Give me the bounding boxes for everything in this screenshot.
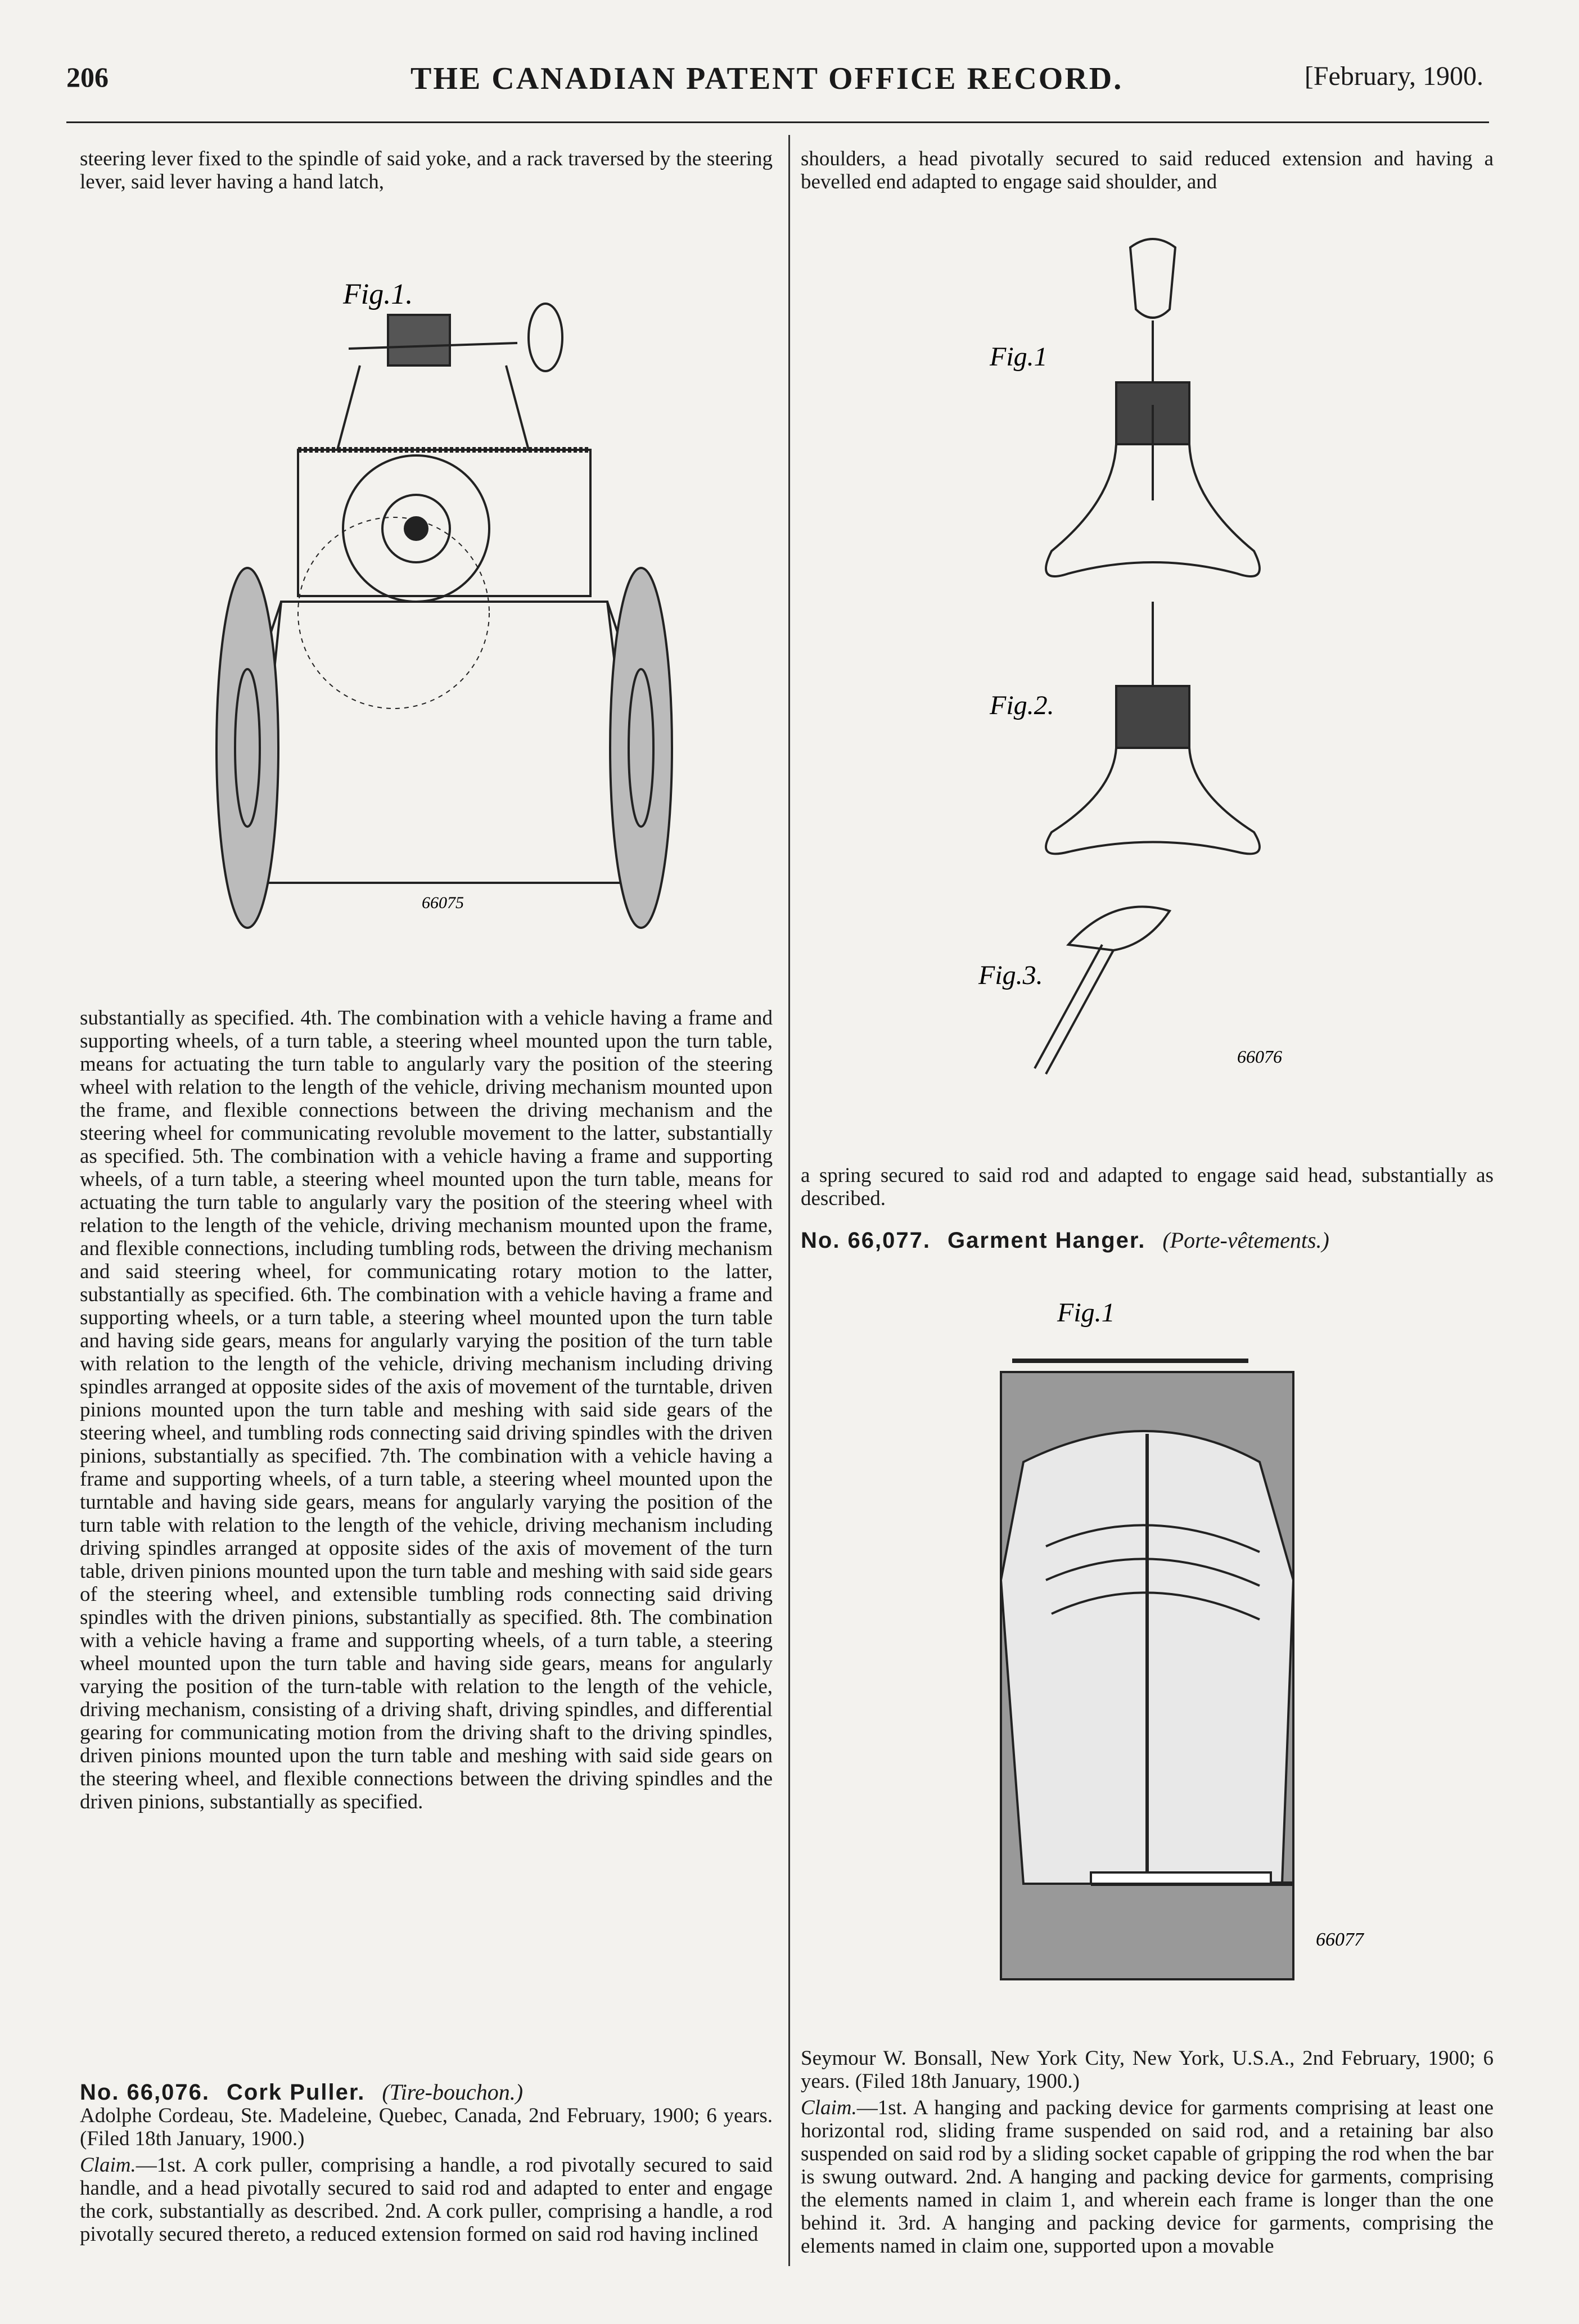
left-top-text-block	[80, 147, 773, 193]
vehicle-figure	[202, 264, 686, 962]
claim-text: —1st. A hanging and packing device for garments comprising at least one horizontal rod, sliding frame suspended on said rod, and a retaining bar also suspended on said rod by a sliding socket capable of gripping the rod when the bar is swung outward. 2nd. A hanging and packing device for garments, comprising the elements named in claim 1, and wherein each frame is longer than the one behind it. 3rd. A hanging and packing device for garments, comprising the elements named in claim one, supported upon a movable	[801, 2096, 1494, 2258]
cork-fig2-label: Fig.2.	[990, 691, 1054, 720]
claim-label: Claim.	[801, 2096, 857, 2119]
left-body-block	[80, 1007, 773, 1813]
entry-french-title: (Porte-vêtements.)	[1162, 1228, 1329, 1253]
entry-inventor: Adolphe Cordeau, Ste. Madeleine, Quebec, Canada, 2nd February, 1900; 6 years. (Filed 18th January, 1900.)	[80, 2104, 773, 2150]
entry-number: No. 66,077.	[801, 1228, 931, 1253]
page-header	[66, 61, 1483, 106]
right-mid-text-block	[801, 1164, 1494, 1210]
header-rule	[66, 121, 1489, 123]
claim-label: Claim.	[80, 2154, 136, 2177]
left-claims-text: substantially as specified. 4th. The combination with a vehicle having a frame and supporting wheels, of a turn table, a steering wheel mounted upon the turn table, means for actuating the turn table to angularly vary the position of the steering wheel with relation to the length of the vehicle, driving mechanism mounted upon the frame, and flexible connections between the driving mechanism and the steering wheel for communicating revoluble movement to the latter, substantially as specified. 5th. The combination with a vehicle having a frame and supporting wheels, of a turn table, a steering wheel mounted upon the turn table, means for actuating the turn table to angularly vary the position of the steering wheel with relation to the length of the vehicle, driving mechanism mounted upon the frame, and flexible connections, including tumbling rods, between the driving mechanism and said steering wheel, for communicating rotary motion to the latter, substantially as specified. 6th. The combination with a vehicle having a frame and supporting wheels, or a turn table, a steering wheel mounted upon the turn table and having side gears, means for angularly varying the position of the turn table with relation to the length of the vehicle, driving mechanism including driving spindles arranged at opposite sides of the axis of movement of the turntable, driven pinions mounted upon the turn table and meshing with said side gears of the steering wheel, and tumbling rods connecting said driving spindles with the driven pinions, substantially as specified. 7th. The combination with a vehicle having a frame and supporting wheels, of a turn table, a steering wheel mounted upon the turntable and having side gears, means for angularly varying the position of the turn table with relation to the length of the vehicle, driving mechanism including driving spindles arranged at opposite sides of the axis of movement of the turn table, driven pinions mounted upon the turn table and meshing with said side gears of the steering wheel, and extensible tumbling rods connecting said driving spindles with the driven pinions, substantially as specified. 8th. The combination with a vehicle having a frame and supporting wheels, of a turn table, a steering wheel mounted upon the turn table and having side gears, means for angularly varying the position of the turn-table with relation to the length of the vehicle, driving mechanism, consisting of a driving shaft, driving spindles, and differential gearing for communicating motion from the driving shaft to the driving spindles, driven pinions mounted upon the turn table and meshing with said side gears on the steering wheel, and flexible connections between the driving spindles and the driven pinions, substantially as specified.	[80, 1007, 773, 1813]
cork-puller-drawing	[967, 236, 1350, 1113]
garment-hanger-figure	[978, 1288, 1428, 2019]
entry-66077-body	[801, 2047, 1494, 2258]
right-top-text-block	[801, 147, 1494, 193]
entry-title: Cork Puller.	[227, 2080, 366, 2105]
hanger-fig-number: 66077	[1316, 1929, 1364, 1950]
cork-fig-number: 66076	[1237, 1046, 1282, 1067]
entry-claim	[801, 2096, 1494, 2258]
right-mid-text: a spring secured to said rod and adapted to engage said head, substantially as described.	[801, 1164, 1494, 1210]
entry-title: Garment Hanger.	[948, 1228, 1146, 1253]
entry-inventor: Seymour W. Bonsall, New York City, New York, U.S.A., 2nd February, 1900; 6 years. (Filed 18th January, 1900.)	[801, 2047, 1494, 2093]
entry-66077-heading-block	[801, 1229, 1494, 1252]
entry-number: No. 66,076.	[80, 2080, 210, 2105]
entry-french-title: (Tire-bouchon.)	[382, 2079, 524, 2105]
vehicle-drawing	[202, 264, 686, 962]
cork-puller-figures	[967, 236, 1350, 1113]
right-top-text: shoulders, a head pivotally secured to said reduced extension and having a bevelled end adapted to engage said shoulder, and	[801, 147, 1494, 193]
journal-title: THE CANADIAN PATENT OFFICE RECORD.	[410, 61, 1124, 96]
column-divider	[788, 135, 790, 2266]
vehicle-fig-label: Fig.1.	[343, 278, 413, 310]
entry-66076	[80, 2081, 773, 2246]
page-number: 206	[66, 61, 109, 93]
vehicle-fig-number: 66075	[422, 894, 464, 912]
cork-fig1-label: Fig.1	[990, 342, 1048, 372]
hanger-fig-label: Fig.1	[1057, 1298, 1115, 1328]
left-top-text: steering lever fixed to the spindle of said yoke, and a rack traversed by the steering lever, said lever having a hand latch,	[80, 147, 773, 193]
entry-heading	[80, 2081, 773, 2104]
issue-date: [February, 1900.	[1304, 61, 1483, 91]
entry-claim	[80, 2154, 773, 2246]
cork-fig3-label: Fig.3.	[978, 960, 1043, 990]
entry-heading	[801, 1229, 1494, 1252]
claim-text: —1st. A cork puller, comprising a handle, a rod pivotally secured to said handle, and a head pivotally secured to said rod and adapted to enter and engage the cork, substantially as described. 2nd. A cork puller, comprising a handle, a rod pivotally secured thereto, a reduced extension formed on said rod having inclined	[80, 2154, 773, 2246]
garment-hanger-drawing	[978, 1288, 1428, 2019]
